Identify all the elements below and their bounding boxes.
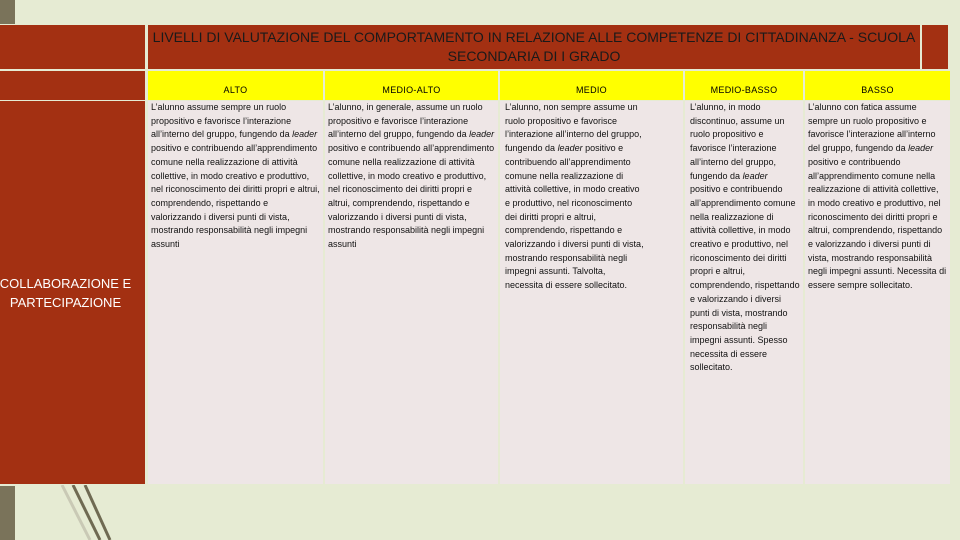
page-title: LIVELLI DI VALUTAZIONE DEL COMPORTAMENTO IN RELAZIONE ALLE COMPETENZE DI CITTADINANZA - SCUOLA SECONDARIA DI I GRADO — [148, 25, 920, 69]
row-label-text: COLLABORAZIONE E PARTECIPAZIONE — [0, 275, 132, 310]
description-medio-alto — [325, 101, 498, 484]
description-text: positivo e contribuendo all’apprendimento comune nella realizzazione di attività collettive, in modo creativo e produttivo, nel riconoscimento dei diritti propri e altrui, comprendendo, rispettando e valorizzando i diversi punti di vista, mostrando responsabilità negli impegni assunti. Necessita di essere sempre sollecitato. — [808, 156, 947, 291]
description-emphasis: leader — [557, 143, 583, 154]
description-emphasis: leader — [908, 143, 934, 154]
description-emphasis: leader — [742, 170, 768, 181]
column-header-alto: ALTO — [148, 71, 323, 100]
description-text: L’alunno con fatica assume sempre un ruolo propositivo e favorisce l’interazione all’interno del gruppo, fungendo da — [808, 102, 936, 154]
description-alto — [148, 101, 323, 484]
decorative-strip-bottom — [0, 486, 15, 540]
description-text: positivo e contribuendo all’apprendimento comune nella realizzazione di attività collettive, in modo creativo e produttivo, nel riconoscimento dei diritti propri e altrui, comprendendo, rispettando e valorizzando i diversi punti di vista, mostrando responsabilità negli impegni assunti. Spesso necessita di essere sollecitato. — [690, 184, 800, 373]
column-header-medio-basso: MEDIO-BASSO — [685, 71, 803, 100]
description-emphasis: leader — [469, 129, 495, 140]
title-side-cell — [922, 25, 948, 69]
corner-cell — [0, 25, 145, 69]
column-header-medio-alto: MEDIO-ALTO — [325, 71, 498, 100]
description-text: L’alunno assume sempre un ruolo propositivo e favorisce l’interazione all’interno del gruppo, fungendo da — [151, 102, 293, 140]
decorative-strip-top — [0, 0, 15, 24]
decorative-lines-icon — [60, 485, 120, 540]
description-medio — [500, 101, 683, 484]
description-text: positivo e contribuendo all’apprendimento comune nella realizzazione di attività collettive, in modo creativo e produttivo, nel riconoscimento dei diritti propri e altrui, comprendendo, rispettando e valorizzando i diversi punti di vista, mostrando responsabilità negli impegni assunti. Talvolta, necessita di essere sollecitato. — [505, 143, 644, 291]
column-header-medio: MEDIO — [500, 71, 683, 100]
description-text: L’alunno, in generale, assume un ruolo propositivo e favorisce l’interazione all’interno del gruppo, fungendo da — [328, 102, 483, 140]
description-emphasis: leader — [292, 129, 318, 140]
row-label — [0, 101, 145, 484]
description-medio-basso — [685, 101, 803, 484]
description-text: positivo e contribuendo all’apprendimento comune nella realizzazione di attività collettive, in modo creativo e produttivo, nel riconoscimento dei diritti propri e altrui, comprendendo, rispettando e valorizzando i diversi punti di vista, mostrando responsabilità negli impegni assunti — [328, 143, 495, 250]
column-header-basso: BASSO — [805, 71, 950, 100]
description-text: L’alunno, in modo discontinuo, assume un ruolo propositivo e favorisce l’interazione all’interno del gruppo, fungendo da — [690, 102, 785, 181]
description-text: positivo e contribuendo all’apprendimento comune nella realizzazione di attività collettive, in modo creativo e produttivo, nel riconoscimento dei diritti propri e altrui, comprendendo, rispettando e valorizzando i diversi punti di vista, mostrando responsabilità negli impegni assunti — [151, 143, 320, 250]
description-basso — [805, 101, 950, 484]
description-text: L’alunno, non sempre assume un ruolo propositivo e favorisce l’interazione all’interno del gruppo, fungendo da — [505, 102, 642, 154]
header-row-label-cell — [0, 71, 145, 100]
